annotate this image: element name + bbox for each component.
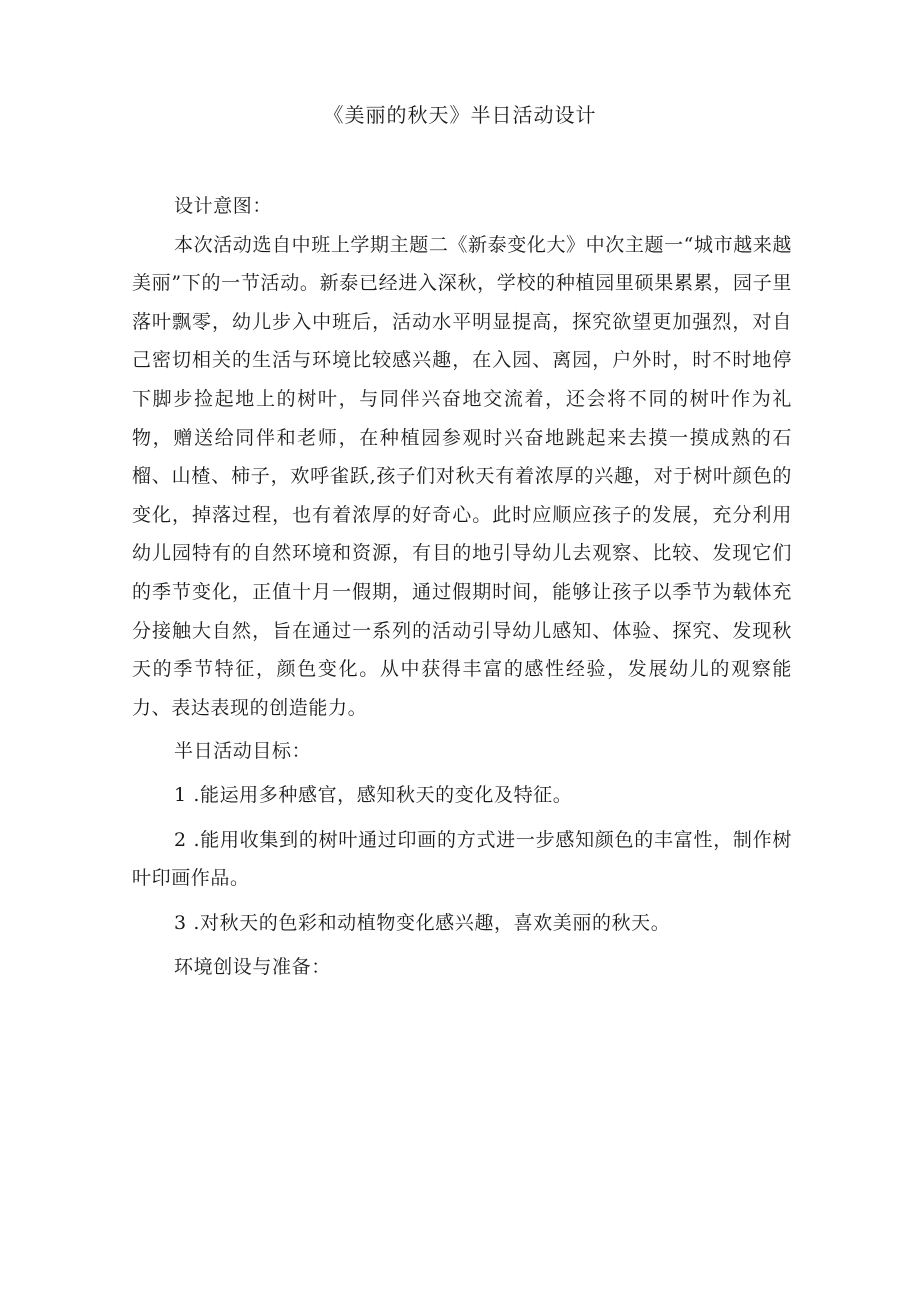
activity-goals-heading: 半日活动目标：	[174, 740, 312, 763]
document-title: 《美丽的秋天》半日活动设计	[323, 103, 597, 127]
goal-item-2: 2 .能用收集到的树叶通过印画的方式进一步感知颜色的丰富性，制作树叶印画作品。	[132, 828, 792, 890]
goal-item-3: 3 .对秋天的色彩和动植物变化感兴趣，喜欢美丽的秋天。	[174, 911, 671, 934]
design-intent-heading: 设计意图：	[174, 195, 273, 217]
design-intent-paragraph: 本次活动选自中班上学期主题二《新泰变化大》中次主题一“城市越来越美丽”下的一节活动。新泰已经进入深秋，学校的种植园里硕果累累，园子里落叶飘零，幼儿步入中班后，活动水平明显提高，探究欲望更加强烈，对自己密切相关的生活与环境比较感兴趣，在入园、离园，户外时，时不时地停下脚步捡起地上的树叶，与同伴兴奋地交流着，还会将不同的树叶作为礼物，赠送给同伴和老师，在种植园参观时兴奋地跳起来去摸一摸成熟的石榴、山楂、柿子，欢呼雀跃,孩子们对秋天有着浓厚的兴趣，对于树叶颜色的变化，掉落过程，也有着浓厚的好奇心。此时应顺应孩子的发展，充分利用幼儿园特有的自然环境和资源，有目的地引导幼儿去观察、比较、发现它们的季节变化，正值十月一假期，通过假期时间，能够让孩子以季节为载体充分接触大自然，旨在通过一系列的活动引导幼儿感知、体验、探究、发现秋天的季节特征，颜色变化。从中获得丰富的感性经验，发展幼儿的观察能力、表达表现的创造能力。	[132, 233, 792, 719]
goal-item-1: 1 .能运用多种感官，感知秋天的变化及特征。	[174, 783, 573, 806]
document-body	[132, 187, 792, 987]
environment-preparation-heading: 环境创设与准备：	[174, 956, 331, 979]
